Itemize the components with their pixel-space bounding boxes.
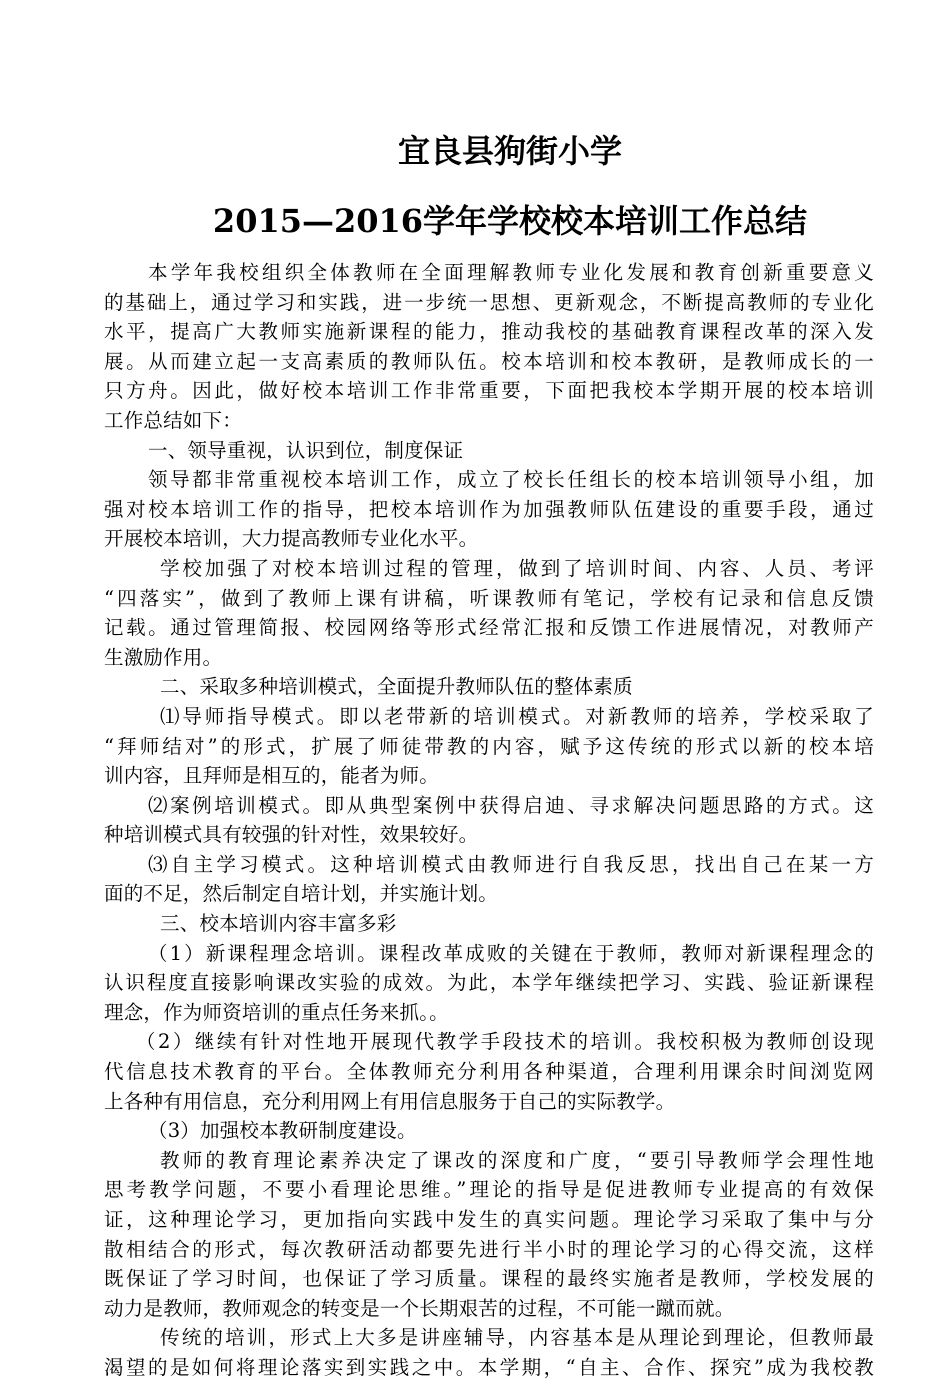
text-line: 训内容，且拜师是相互的，能者为师。 xyxy=(104,764,439,788)
text-line: 理念，作为师资培训的重点任务来抓。。 xyxy=(104,1000,449,1024)
text-line: 教师的教育理论素养决定了课改的深度和广度，“要引导教师学会理性地 xyxy=(160,1148,874,1172)
text-line: 本学年我校组织全体教师在全面理解教师专业化发展和教育创新重要意义 xyxy=(148,261,874,284)
text-line: 生激励作用。 xyxy=(104,645,223,669)
text-line: 既保证了学习时间，也保证了学习质量。课程的最终实施者是教师，学校发展的 xyxy=(104,1267,874,1291)
text-line: 学校加强了对校本培训过程的管理，做到了培训时间、内容、人员、考评 xyxy=(160,556,874,580)
text-line: 传统的培训，形式上大多是讲座辅导，内容基本是从理论到理论，但教师最 xyxy=(160,1326,874,1350)
text-line: 开展校本培训，大力提高教师专业化水平。 xyxy=(104,527,479,551)
text-line: 工作总结如下： xyxy=(104,408,242,432)
text-line: 渴望的是如何将理论落实到实践之中。本学期，“自主、合作、探究”成为我校教 xyxy=(104,1355,874,1379)
text-line: 动力是教师，教师观念的转变是一个长期艰苦的过程，不可能一蹴而就。 xyxy=(104,1296,735,1320)
report-title: 2015—2016学年学校校本培训工作总结 xyxy=(212,202,808,240)
text-line: 水平，提高广大教师实施新课程的能力，推动我校的基础教育课程改革的深入发 xyxy=(104,320,874,344)
text-line: （1）新课程理念培训。课程改革成败的关键在于教师，教师对新课程理念的 xyxy=(148,941,874,965)
text-line: ⑵案例培训模式。即从典型案例中获得启迪、寻求解决问题思路的方式。这 xyxy=(148,793,874,817)
text-line: 种培训模式具有较强的针对性，效果较好。 xyxy=(104,823,479,847)
text-line: 的基础上，通过学习和实践，进一步统一思想、更新观念，不断提高教师的专业化 xyxy=(104,290,874,314)
text-line: 散相结合的形式，每次教研活动都要先进行半小时的理论学习的心得交流，这样 xyxy=(104,1237,874,1261)
text-line: 认识程度直接影响课改实验的成效。为此，本学年继续把学习、实践、验证新课程 xyxy=(104,971,874,995)
text-line: 记载。通过管理简报、校园网络等形式经常汇报和反馈工作进展情况，对教师产 xyxy=(104,616,874,640)
text-line: 思考教学问题，不要小看理论思维。”理论的指导是促进教师专业提高的有效保 xyxy=(104,1178,874,1202)
text-line: 只方舟。因此，做好校本培训工作非常重要，下面把我校本学期开展的校本培训 xyxy=(104,379,874,403)
text-line: “四落实”，做到了教师上课有讲稿，听课教师有笔记，学校有记录和信息反馈 xyxy=(104,586,874,610)
body-text xyxy=(104,258,874,1383)
text-line: 二、采取多种培训模式，全面提升教师队伍的整体素质 xyxy=(160,675,633,699)
text-line: 三、校本培训内容丰富多彩 xyxy=(160,912,397,936)
text-line: 代信息技术教育的平台。全体教师充分利用各种渠道，合理利用课余时间浏览网 xyxy=(104,1060,874,1084)
text-line: 展。从而建立起一支高素质的教师队伍。校本培训和校本教研，是教师成长的一 xyxy=(104,349,874,373)
text-line: 上各种有用信息，充分利用网上有用信息服务于自己的实际教学。 xyxy=(104,1089,676,1113)
text-line: ⑶自主学习模式。这种培训模式由教师进行自我反思，找出自己在某一方 xyxy=(148,852,874,876)
text-line: 面的不足，然后制定自培计划，并实施计划。 xyxy=(104,882,499,906)
text-line: 证，这种理论学习，更加指向实践中发生的真实问题。理论学习采取了集中与分 xyxy=(104,1208,874,1231)
text-line: 领导都非常重视校本培训工作，成立了校长任组长的校本培训领导小组，加 xyxy=(148,468,874,492)
text-line: ⑴导师指导模式。即以老带新的培训模式。对新教师的培养，学校采取了 xyxy=(160,704,874,728)
text-line: 一、领导重视，认识到位，制度保证 xyxy=(148,438,464,462)
text-line: （2）继续有针对性地开展现代教学手段技术的培训。我校积极为教师创设现 xyxy=(136,1030,874,1054)
text-line: （3）加强校本教研制度建设。 xyxy=(148,1119,417,1143)
school-title: 宜良县狗街小学 xyxy=(397,132,622,170)
text-line: 强对校本培训工作的指导，把校本培训作为加强教师队伍建设的重要手段，通过 xyxy=(104,497,874,521)
text-line: “拜师结对”的形式，扩展了师徒带教的内容，赋予这传统的形式以新的校本培 xyxy=(104,734,874,758)
